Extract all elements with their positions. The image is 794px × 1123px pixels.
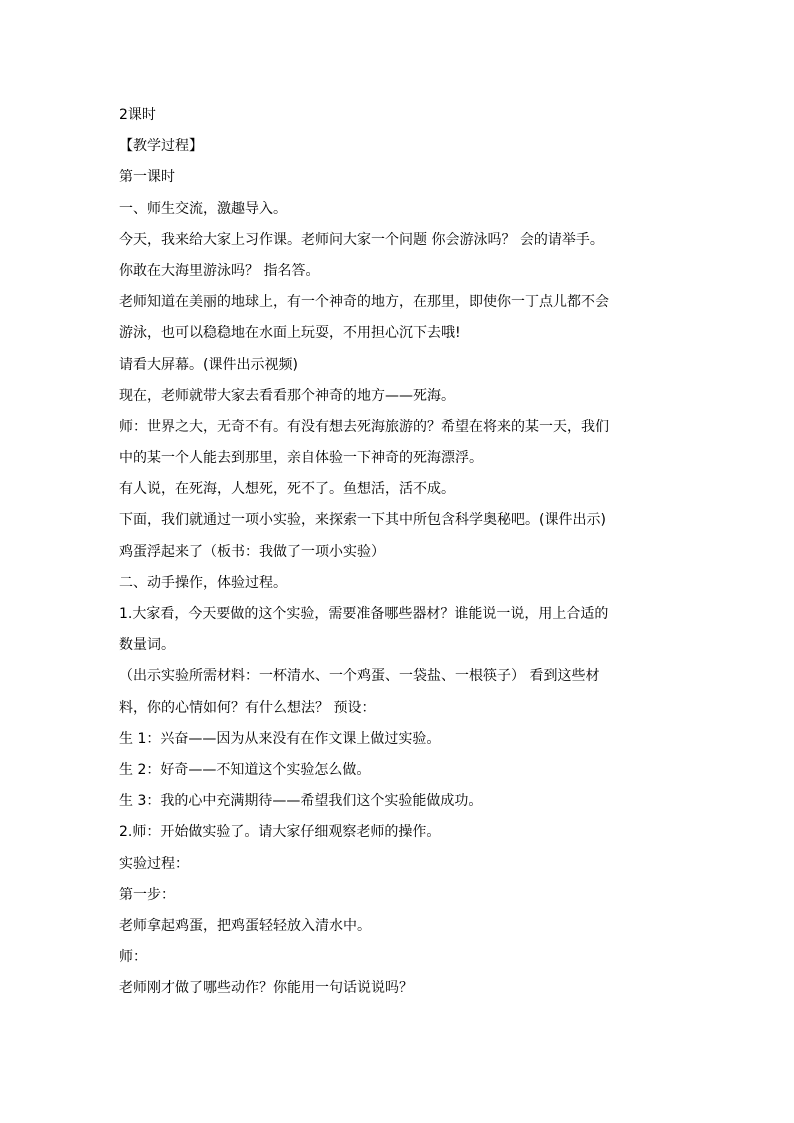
paragraph-line: 老师知道在美丽的地球上，有一个神奇的地方，在那里，即使你一丁点儿都不会 <box>119 294 609 311</box>
step-heading-hands-on: 二、动手操作，体验过程。 <box>119 574 287 591</box>
step-heading-introduction: 一、师生交流，激趣导入。 <box>119 200 287 217</box>
paragraph-line: 有人说，在死海，人想死，死不了。鱼想活，活不成。 <box>119 481 455 498</box>
paragraph-line: 下面，我们就通过一项小实验，来探索一下其中所包含科学奥秘吧。(课件出示) <box>119 512 606 529</box>
lesson-duration: 2课时 <box>119 107 156 123</box>
paragraph-line: 1.大家看，今天要做的这个实验，需要准备哪些器材？谁能说一说，用上合适的 <box>119 606 609 622</box>
paragraph-line: 游泳，也可以稳稳地在水面上玩耍，不用担心沉下去哦! <box>119 325 461 342</box>
paragraph-line: 师： <box>119 949 147 966</box>
paragraph-line: 你敢在大海里游泳吗？ 指名答。 <box>119 262 320 279</box>
paragraph-line: 老师刚才做了哪些动作？你能用一句话说说吗？ <box>119 980 413 997</box>
paragraph-line: 2.师：开始做实验了。请大家仔细观察老师的操作。 <box>119 824 441 841</box>
document-body <box>119 100 679 1004</box>
paragraph-line: 现在，老师就带大家去看看那个神奇的地方——死海。 <box>119 387 455 404</box>
paragraph-line: 请看大屏幕。(课件出示视频) <box>119 356 298 373</box>
paragraph-line: 料，你的心情如何？有什么想法？ 预设： <box>119 699 376 716</box>
paragraph-line: 老师拿起鸡蛋，把鸡蛋轻轻放入清水中。 <box>119 917 371 934</box>
section-heading-teaching-process: 【教学过程】 <box>119 138 203 155</box>
paragraph-line: 鸡蛋浮起来了（板书：我做了一项小实验） <box>119 543 385 560</box>
paragraph-line: 实验过程： <box>119 855 189 872</box>
paragraph-line: 生 2：好奇——不知道这个实验怎么做。 <box>119 761 371 778</box>
paragraph-line: 第一步： <box>119 886 175 903</box>
paragraph-line: 生 1：兴奋——因为从来没有在作文课上做过实验。 <box>119 730 441 747</box>
paragraph-line: 今天，我来给大家上习作课。老师问大家一个问题 你会游泳吗？ 会的请举手。 <box>119 231 604 248</box>
paragraph-line: （出示实验所需材料：一杯清水、一个鸡蛋、一袋盐、一根筷子） 看到这些材 <box>119 668 600 685</box>
lesson-heading-first-period: 第一课时 <box>119 169 175 186</box>
paragraph-line: 生 3：我的心中充满期待——希望我们这个实验能做成功。 <box>119 793 483 810</box>
paragraph-line: 师：世界之大，无奇不有。有没有想去死海旅游的？希望在将来的某一天，我们 <box>119 418 609 435</box>
paragraph-line: 中的某一个人能去到那里，亲自体验一下神奇的死海漂浮。 <box>119 450 483 467</box>
paragraph-line: 数量词。 <box>119 637 175 654</box>
